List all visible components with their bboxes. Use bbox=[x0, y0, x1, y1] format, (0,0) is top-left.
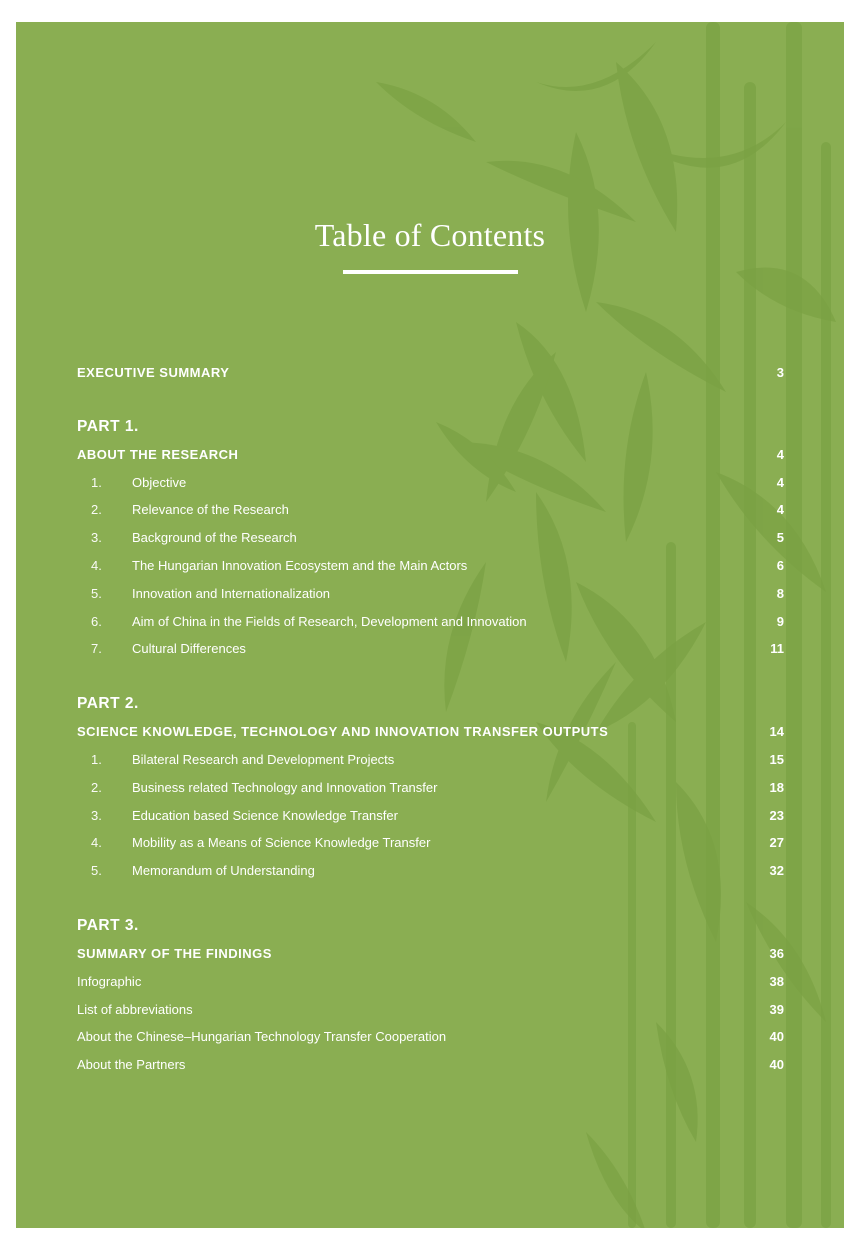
toc-entry[interactable] bbox=[77, 552, 784, 580]
toc-item-number: 1. bbox=[91, 474, 102, 490]
toc-page-number: 8 bbox=[776, 585, 784, 601]
toc-item-number: 3. bbox=[91, 530, 102, 546]
title-underline bbox=[343, 270, 518, 274]
toc-entry-part-heading[interactable] bbox=[77, 718, 784, 746]
toc-entry[interactable] bbox=[77, 524, 784, 552]
toc-entry[interactable] bbox=[77, 580, 784, 608]
toc-page-number: 4 bbox=[776, 446, 784, 462]
toc-entry-part-heading[interactable] bbox=[77, 940, 784, 968]
table-of-contents bbox=[77, 359, 784, 1079]
toc-page-number: 9 bbox=[776, 613, 784, 629]
toc-page-number: 40 bbox=[769, 1057, 784, 1073]
toc-item-label: Business related Technology and Innovation Transfer bbox=[132, 779, 438, 795]
toc-item-label: Memorandum of Understanding bbox=[132, 863, 315, 879]
toc-item-label: Mobility as a Means of Science Knowledge Transfer bbox=[132, 835, 431, 851]
toc-page-number: 23 bbox=[769, 807, 784, 823]
toc-item-number: 3. bbox=[91, 807, 102, 823]
toc-heading-label: SUMMARY OF THE FINDINGS bbox=[77, 945, 272, 961]
toc-entry[interactable] bbox=[77, 774, 784, 802]
toc-item-label: Cultural Differences bbox=[132, 641, 246, 657]
toc-item-number: 2. bbox=[91, 779, 102, 795]
toc-item-label: Relevance of the Research bbox=[132, 502, 289, 518]
document-page bbox=[16, 22, 844, 1228]
toc-entry[interactable] bbox=[77, 635, 784, 663]
toc-entry[interactable] bbox=[77, 857, 784, 885]
toc-item-number: 5. bbox=[91, 585, 102, 601]
toc-item-number: 7. bbox=[91, 641, 102, 657]
toc-entry[interactable] bbox=[77, 746, 784, 774]
toc-page-number: 14 bbox=[769, 724, 784, 740]
toc-page-number: 39 bbox=[769, 1001, 784, 1017]
toc-page-number: 3 bbox=[776, 365, 784, 380]
toc-entry[interactable] bbox=[77, 1023, 784, 1051]
toc-entry[interactable] bbox=[77, 608, 784, 636]
toc-item-label: Background of the Research bbox=[132, 530, 297, 546]
toc-page-number: 15 bbox=[769, 751, 784, 767]
toc-item-number: 4. bbox=[91, 557, 102, 573]
toc-entry[interactable] bbox=[77, 496, 784, 524]
toc-heading-label: SCIENCE KNOWLEDGE, TECHNOLOGY AND INNOVATION TRANSFER OUTPUTS bbox=[77, 724, 609, 740]
toc-entry[interactable] bbox=[77, 968, 784, 996]
toc-item-label: About the Chinese–Hungarian Technology Transfer Cooperation bbox=[77, 1029, 447, 1045]
toc-entry[interactable] bbox=[77, 802, 784, 830]
toc-item-label: Infographic bbox=[77, 973, 142, 989]
part-label: PART 1. bbox=[77, 417, 139, 435]
toc-page-number: 27 bbox=[769, 835, 784, 851]
toc-item-label: Education based Science Knowledge Transfer bbox=[132, 807, 398, 823]
toc-item-number: 4. bbox=[91, 835, 102, 851]
toc-entry-executive-summary[interactable] bbox=[77, 359, 784, 387]
toc-page-number: 32 bbox=[769, 863, 784, 879]
toc-item-label: Bilateral Research and Development Projects bbox=[132, 751, 395, 767]
toc-item-label: Aim of China in the Fields of Research, Development and Innovation bbox=[132, 613, 527, 629]
toc-heading-label: ABOUT THE RESEARCH bbox=[77, 446, 239, 462]
toc-page-number: 40 bbox=[769, 1029, 784, 1045]
toc-entry[interactable] bbox=[77, 1051, 784, 1079]
toc-item-label: About the Partners bbox=[77, 1057, 186, 1073]
toc-page-number: 18 bbox=[769, 779, 784, 795]
toc-item-label: Objective bbox=[132, 474, 187, 490]
toc-entry[interactable] bbox=[77, 829, 784, 857]
toc-page-number: 11 bbox=[770, 641, 784, 657]
toc-page-number: 5 bbox=[776, 530, 784, 546]
page-title: Table of Contents bbox=[314, 217, 546, 253]
toc-entry[interactable] bbox=[77, 469, 784, 497]
toc-item-label: The Hungarian Innovation Ecosystem and the Main Actors bbox=[132, 557, 468, 573]
toc-item-label: List of abbreviations bbox=[77, 1001, 193, 1017]
toc-page-number: 38 bbox=[769, 973, 784, 989]
toc-item-label: Innovation and Internationalization bbox=[132, 585, 331, 601]
toc-entry-part-heading[interactable] bbox=[77, 441, 784, 469]
part-label: PART 3. bbox=[77, 916, 139, 934]
toc-item-number: 5. bbox=[91, 863, 102, 879]
toc-page-number: 36 bbox=[769, 945, 784, 961]
toc-item-number: 2. bbox=[91, 502, 102, 518]
toc-item-number: 1. bbox=[91, 751, 102, 767]
toc-page-number: 6 bbox=[776, 557, 784, 573]
toc-item-number: 6. bbox=[91, 613, 102, 629]
toc-page-number: 4 bbox=[776, 474, 784, 490]
toc-entry[interactable] bbox=[77, 996, 784, 1024]
toc-heading-label: EXECUTIVE SUMMARY bbox=[77, 365, 230, 380]
part-label: PART 2. bbox=[77, 695, 139, 713]
toc-page-number: 4 bbox=[776, 502, 784, 518]
